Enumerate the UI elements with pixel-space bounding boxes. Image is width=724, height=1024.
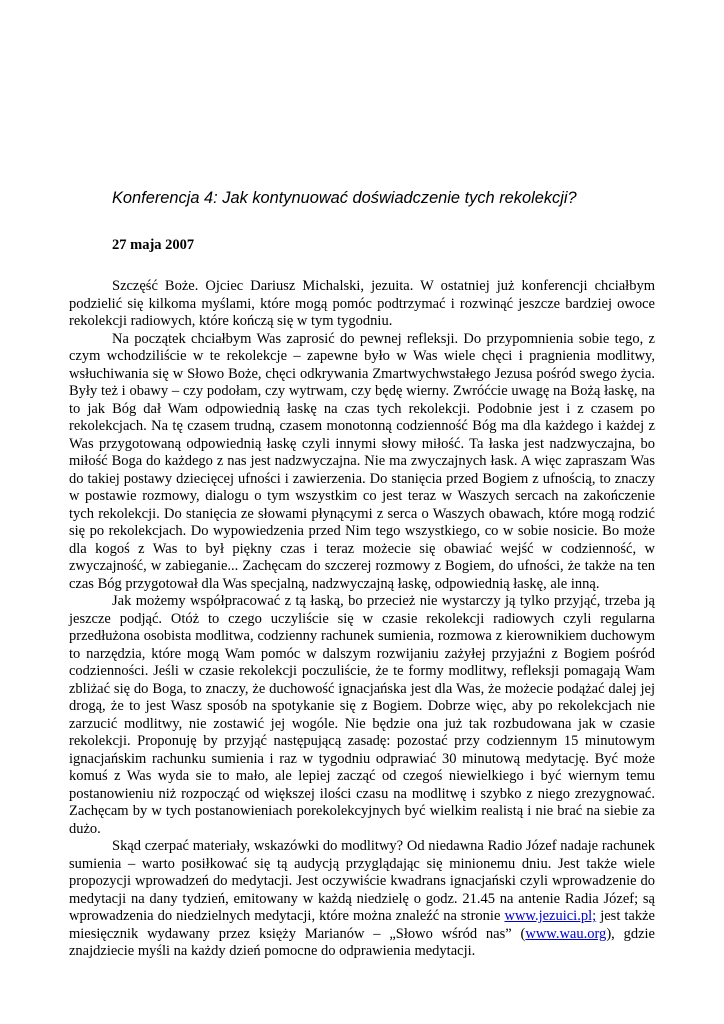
paragraph-4 (69, 838, 655, 961)
paragraph-2: Na początek chciałbym Was zaprosić do pewnej refleksji. Do przypomnienia sobie tego, z czym wchodziliście w te rekolekcje – zapewne było w Was wiele chęci i pragnienia modlitwy, wsłuchiwania się w Słowo Boże, chęci odkrywania Zmartwychwstałego Jezusa pośród swego życia. Były też i obawy – czy podołam, czy wytrwam, czy będę wierny. Zwróćcie uwagę na Bożą łaskę, na to jak Bóg dał Wam odpowiednią łaskę na czas tych rekolekcji. Podobnie jest i z czasem po rekolekcjach. Na tę czasem trudną, czasem monotonną codzienność Bóg ma dla każdego i każdej z Was przygotowaną odpowiednią łaskę czyli innymi słowy miłość. Ta łaska jest nadzwyczajna, bo miłość Boga do każdego z nas jest nadzwyczajna. Nie ma zwyczajnych łask. A więc zapraszam Was do takiej postawy dziecięcej ufności i zawierzenia. Do stanięcia przed Bogiem z ufnością, to znaczy w postawie rozmowy, dialogu o tym wszystkim co jest teraz w Waszych sercach na zakończenie tych rekolekcji. Do stanięcia ze słowami płynącymi z serca o Waszych obawach, które mogą rodzić się po rekolekcjach. Do wypowiedzenia przed Nim tego wszystkiego, co w sobie nosicie. Bo może dla kogoś z Was to był piękny czas i teraz możecie się obawiać wejść w codzienność, w zwyczajność, w zabieganie... Zachęcam do szczerej rozmowy z Bogiem, do ufności, że także na ten czas Bóg przygotował dla Was specjalną, nadzwyczajną łaskę, odpowiednią łaskę, ale inną. (69, 330, 655, 592)
document-title: Konferencja 4: Jak kontynuować doświadczenie tych rekolekcji? (112, 189, 577, 207)
document-date: 27 maja 2007 (112, 237, 195, 253)
paragraph-4-text-b: jest także miesięcznik wydawany przez księży Marianów – „Słowo wśród nas” ( (69, 908, 655, 942)
document-body (69, 278, 655, 961)
paragraph-1: Szczęść Boże. Ojciec Dariusz Michalski, jezuita. W ostatniej już konferencji chciałbym podzielić się kilkoma myślami, które mogą pomóc podtrzymać i rozwinąć jeszcze bardziej owoce rekolekcji radiowych, które kończą się w tym tygodniu. (69, 278, 655, 329)
paragraph-4-text-a: Skąd czerpać materiały, wskazówki do modlitwy? Od niedawna Radio Józef nadaje rachunek sumienia – warto posiłkować się tą audycją przyglądając się minionemu dniu. Jest także wiele propozycji wprowadzeń do medytacji. Jest oczywiście kwadrans ignacjański czyli wprowadzenie do medytacji na dany tydzień, emitowany w każdą niedzielę o godz. 21.45 na antenie Radia Józef; są wprowadzenia do niedzielnych medytacji, które można znaleźć na stronie (69, 838, 655, 924)
jezuici-link[interactable]: www.jezuici.pl; (504, 908, 597, 924)
wau-link[interactable]: www.wau.org (525, 925, 607, 942)
paragraph-4-text-c: ), gdzie znajdziecie myśli na każdy dzień pomocne do odprawienia medytacji. (69, 925, 655, 959)
paragraph-3: Jak możemy współpracować z tą łaską, bo przecież nie wystarczy ją tylko przyjąć, trzeba ją jeszcze podjąć. Otóż to czego uczyliście się w czasie rekolekcji radiowych czyli regularna przedłużona osobista modlitwa, codzienny rachunek sumienia, rozmowa z kierownikiem duchowym to narzędzia, które mogą Wam pomóc w dalszym rozwijaniu zażyłej przyjaźni z Bogiem pośród codzienności. Jeśli w czasie rekolekcji poczuliście, że te formy modlitwy, refleksji pomagają Wam zbliżać się do Boga, to znaczy, że duchowość ignacjańska jest dla Was, że możecie podążać dalej jej drogą, że to jest Wasz sposób na spotykanie się z Bogiem. Dobrze więc, aby po rekolekcjach nie zarzucić modlitwy, nie zostawić jej wogóle. Nie będzie ona już tak rozbudowana jak w czasie rekolekcji. Proponuję by przyjąć następującą zasadę: pozostać przy codziennym 15 minutowym ignacjańskim rachunku sumienia i raz w tygodniu odprawiać 30 minutową medytację. Być może komuś z Was wyda sie to mało, ale lepiej zacząć od czegoś niewielkiego i być wiernym temu postanowieniu niż rozpocząć od większej ilości czasu na modlitwę i szybko z niego zrezygnować. Zachęcam by w tych postanowieniach porekolekcyjnych być wielkim realistą i nie brać na siebie za dużo. (69, 593, 655, 837)
